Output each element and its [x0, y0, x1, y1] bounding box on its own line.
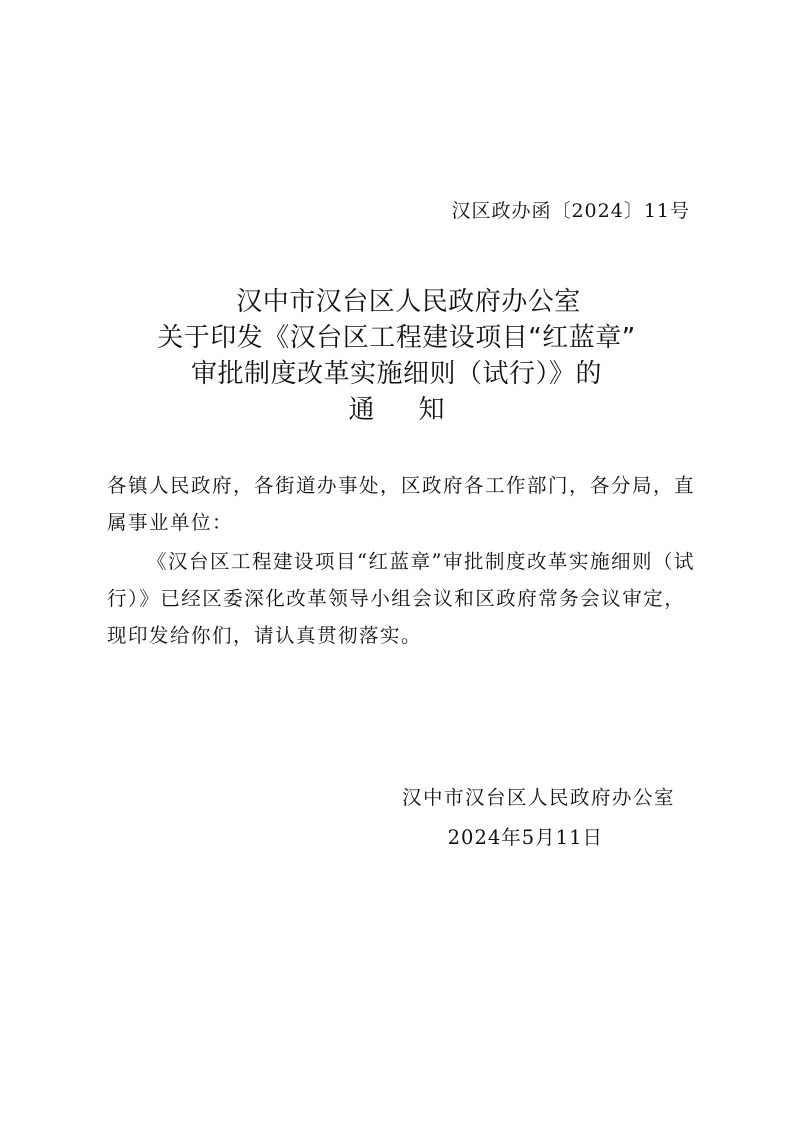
title-line-subject-cont: 审批制度改革实施细则（试行）》的 — [190, 359, 602, 389]
title-line-notice: 通知 — [348, 395, 489, 425]
title-line-subject: 关于印发《汉台区工程建设项目“红蓝章” — [157, 323, 636, 353]
document-title — [0, 284, 793, 428]
body-paragraph: 《汉台区工程建设项目“红蓝章”审批制度改革实施细则（试行）》已经区委深化改革领导小组会议和区政府常务会议审定，现印发给你们，请认真贯彻落实。 — [107, 550, 695, 647]
issuing-office: 汉中市汉台区人民政府办公室 — [401, 786, 675, 809]
salutation: 各镇人民政府，各街道办事处，区政府各工作部门，各分局，直属事业单位： — [107, 474, 696, 534]
document-number: 汉区政办函〔2024〕11号 — [451, 200, 690, 222]
title-line-issuer: 汉中市汉台区人民政府办公室 — [236, 287, 581, 317]
issue-date: 2024年5月11日 — [447, 826, 603, 849]
